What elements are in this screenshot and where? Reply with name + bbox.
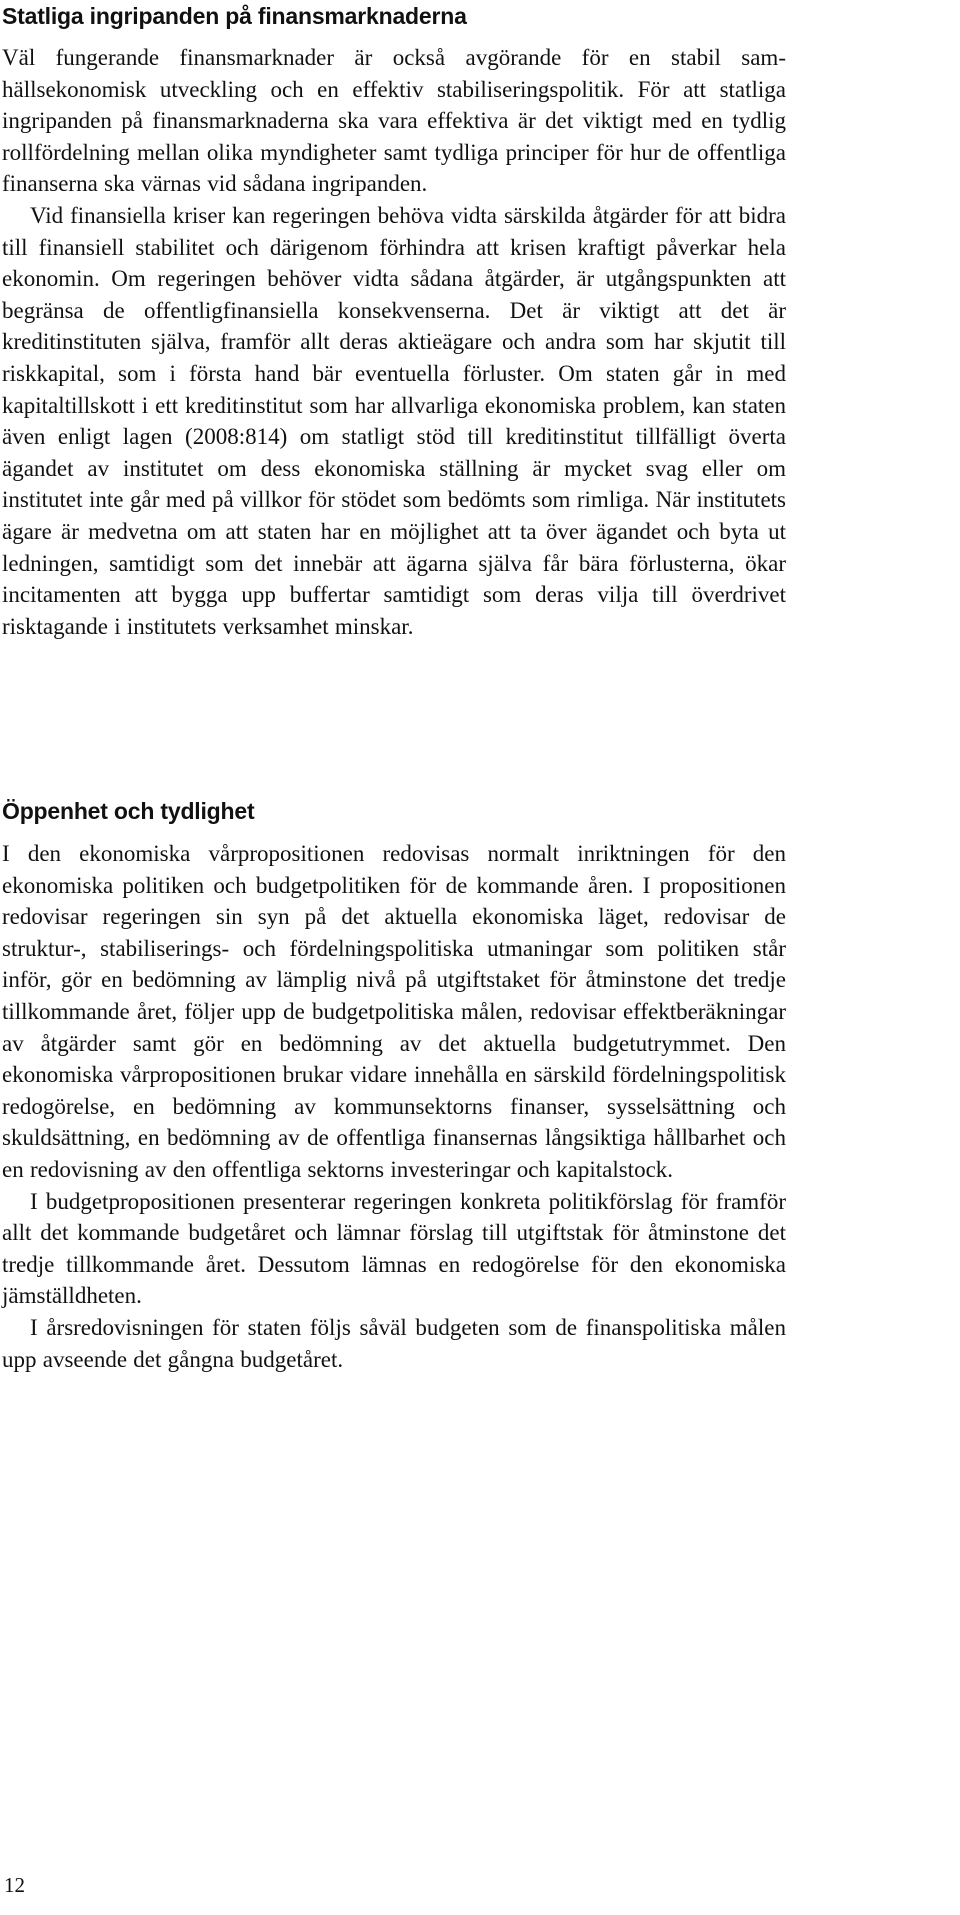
body-paragraph: Vid finansiella kriser kan regeringen behöva vidta särskilda åtgärder för att bidra till finansiell stabilitet och därigenom förhindra att krisen kraftigt påverkar hela ekonomin. Om regeringen behöver vidta sådana åtgärder, är utgångspunkten att begränsa de offentligfinansiella konsekvenserna. Det är viktigt att det är kreditinstituten själva, framför allt deras aktieägare och andra som har skjutit till riskkapital, som i första hand bär eventuella förluster. Om staten går in med kapitaltillskott i ett kreditinstitut som har allvarliga ekonomiska problem, kan staten även enligt lagen (2008:814) om statligt stöd till kreditinstitut tillfälligt överta ägandet av institutet om dess ekonomiska ställning är mycket svag eller om institutet inte går med på villkor för stödet som bedömts som rimliga. När institutets ägare är medvetna om att staten har en möjlighet att ta över ägandet och byta ut ledningen, samtidigt som det innebär att ägarna själva får bära förlusterna, ökar incitamenten att bygga upp buffertar samtidigt som deras vilja till överdrivet risktagande i institutets verksamhet minskar. [2,202,786,639]
page-number: 12 [4,1873,25,1897]
section-body-oppenhet-och-tydlighet [2,838,786,1375]
body-paragraph: I den ekonomiska vårpropositionen redovisas normalt inriktningen för den ekonomiska politiken och budgetpolitiken för de kommande åren. I propositionen redovisar regeringen sin syn på det aktuella ekonomiska läget, redovisar de struktur-, stabiliserings- och fördelningspolitiska utmaningar som politiken står inför, gör en bedömning av lämplig nivå på utgiftstaket för åtminstone det tredje tillkommande året, följer upp de budgetpolitiska målen, redovisar effektberäkningar av åtgärder samt gör en bedömning av det aktuella budgetutrymmet. Den ekonomiska vårpropositionen brukar vidare innehålla en särskild fördelningspolitisk redogörelse, en bedömning av kommunsektorns finanser, sysselsättning och skuldsättning, en bedömning av de offentliga finansernas långsiktiga hållbarhet och en redovisning av den offentliga sektorns investeringar och kapitalstock. [2,841,786,1182]
body-paragraph: I budgetpropositionen presenterar regeringen konkreta politikförslag för framför allt det kommande budgetåret och lämnar förslag till utgiftstak för åtminstone det tredje tillkommande året. Dessutom lämnas en redogörelse för den ekonomiska jämställdheten. [2,1188,786,1309]
section-heading-statliga-ingripanden: Statliga ingripanden på finansmarknaderna [2,3,467,29]
body-paragraph: Väl fungerande finansmarknader är också avgörande för en stabil samhällsekonomisk utveckling och en effektiv stabiliseringspolitik. För att statliga ingripanden på finansmarknaderna ska vara effektiva är det viktigt med en tydlig rollfördelning mellan olika myndigheter samt tydliga principer för hur de offentliga finanserna ska värnas vid sådana ingripanden. [2,45,786,197]
section-body-statliga-ingripanden [2,42,786,642]
section-heading-oppenhet-och-tydlighet: Öppenhet och tydlighet [2,798,255,824]
body-paragraph: I årsredovisningen för staten följs såväl budgeten som de finanspolitiska målen upp avseende det gångna budgetåret. [2,1314,786,1372]
